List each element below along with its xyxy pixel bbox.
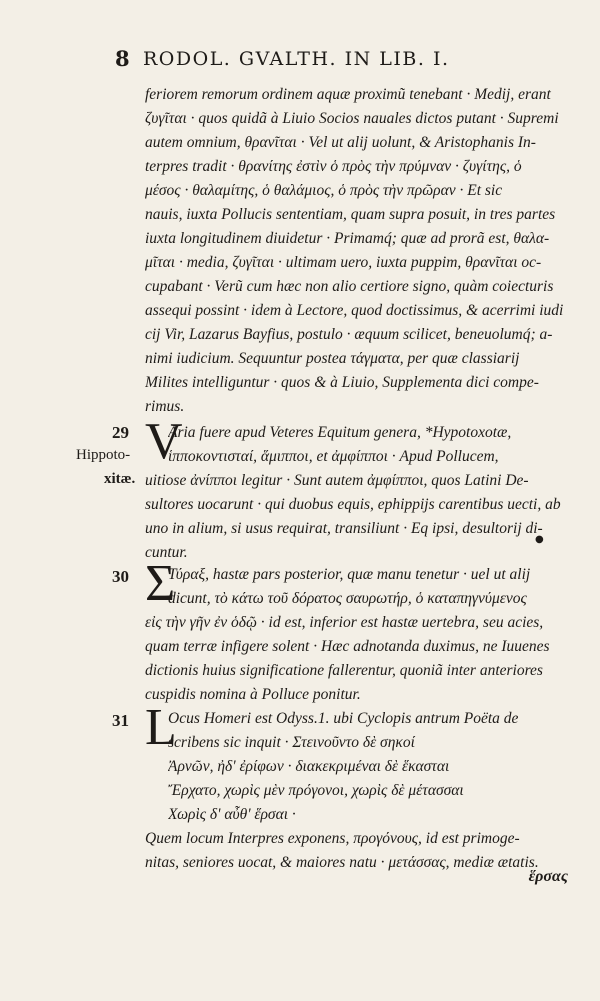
verse-line: Χωρὶς δ' αὖθ' ἕρσαι · [168,806,296,823]
margin-note: xitæ. [104,471,136,487]
text-line: assequi possint · idem à Lectore, quod doctissimus, & acerrimi iudi [145,302,564,319]
text-line: nitas, seniores uocat, & maiores natu · μετάσσας, mediæ ætatis. [145,854,539,871]
text-line: ἱπποκοντισταί, ἅμιπποι, et ἀμφίπποι · Apud Pollucem, [168,448,499,465]
text-line: uno in alium, si usus requirat, transiliunt · Eq ipsi, desultorij di- [145,520,543,537]
text-line: Aria fuere apud Veteres Equitum genera, *Hypotoxotæ, [168,424,512,441]
text-line: Quem locum Interpres exponens, προγόνους, id est primoge- [145,830,520,847]
text-line: quam terræ infigere solent · Hæc adnotanda duximus, ne Iuuenes [145,638,550,655]
text-line: sultores uocarunt · qui duobus equis, ephippijs carentibus uecti, ab [145,496,561,513]
text-line: iuxta longitudinem diuidetur · Primamq́; quæ ad prorã est, θαλα- [145,230,550,247]
section-number: 31 [112,711,129,730]
text-line: dicunt, τὸ κάτω τοῦ δόρατος σαυρωτήρ, ὁ καταπηγνύμενος [168,590,527,607]
text-line: Milites intelliguntur · quos & à Liuio, Supplementa dici compe- [145,374,539,391]
text-line: cuspidis nomina à Polluce ponitur. [145,686,361,703]
section-number: 30 [112,567,129,586]
text-line: feriorem remorum ordinem aquæ proximũ tenebant · Medij, erant [145,86,551,103]
text-line: uitiose ἀνίπποι legitur · Sunt autem ἀμφίπποι, quos Latini De- [145,472,529,489]
text-line: μέσος · θαλαμίτης, ὁ θαλάμιος, ὁ πρὸς τὴν πρῶραν · Et sic [145,182,503,199]
text-line: Τύραξ, hastæ pars posterior, quæ manu tenetur · uel ut alij [168,566,531,583]
running-title: RODOL. GVALTH. IN LIB. I. [143,48,450,70]
drop-initial: L [145,699,177,756]
verse-line: Ἀρνῶν, ἠδ' ἐρίφων · διακεκριμέναι δὲ ἕκασται [168,758,450,775]
text-line: Ocus Homeri est Odyss.1. ubi Cyclopis antrum Poëta de [168,710,519,727]
ink-mark: ● [535,534,544,545]
text-line: μῖται · media, ζυγῖται · ultimam uero, iuxta puppim, θρανῖται oc- [145,254,542,271]
drop-initial: V [145,413,183,470]
section-number: 29 [112,423,129,442]
text-line: nauis, iuxta Pollucis sententiam, quam supra posuit, in tres partes [145,206,556,223]
text-line: cij Vir, Lazarus Bayfius, postulo · æquum scilicet, beneuolumq́; a- [145,326,553,343]
drop-initial: Σ [145,555,176,612]
text-line: εἰς τὴν γῆν ἐν ὁδῷ · id est, inferior est hastæ uertebra, seu acies, [145,614,544,631]
page-header [115,46,575,70]
text-line: terpres tradit · θρανίτης ἐστὶν ὁ πρὸς τὴν πρύμναν · ζυγίτης, ὁ [145,158,522,175]
text-line: scribens sic inquit · Στεινοῦντο δὲ σηκοί [168,734,415,751]
margin-note: Hippoto- [76,447,131,463]
text-line: rimus. [145,398,185,415]
text-line: autem omnium, θρανῖται · Vel ut alij uolunt, & Aristophanis In- [145,134,536,151]
text-line: dictionis huius significatione fallerentur, quoniã inter anteriores [145,662,543,679]
text-line: nimi iudicium. Sequuntur postea τάγματα, per quæ classiarij [145,350,520,367]
page-number: 8 [115,46,130,71]
verse-line: Ἔρχατο, χωρὶς μὲν πρόγονοι, χωρὶς δὲ μέτασσαι [168,782,464,799]
text-line: ζυγῖται · quos quidã à Liuio Socios nauales dictos putant · Supremi [145,110,559,127]
text-line: cuntur. [145,544,188,561]
text-line: cupabant · Verũ cum hæc non alio certiore signo, quàm coiecturis [145,278,554,295]
catchword: ἕρσας [528,868,568,885]
